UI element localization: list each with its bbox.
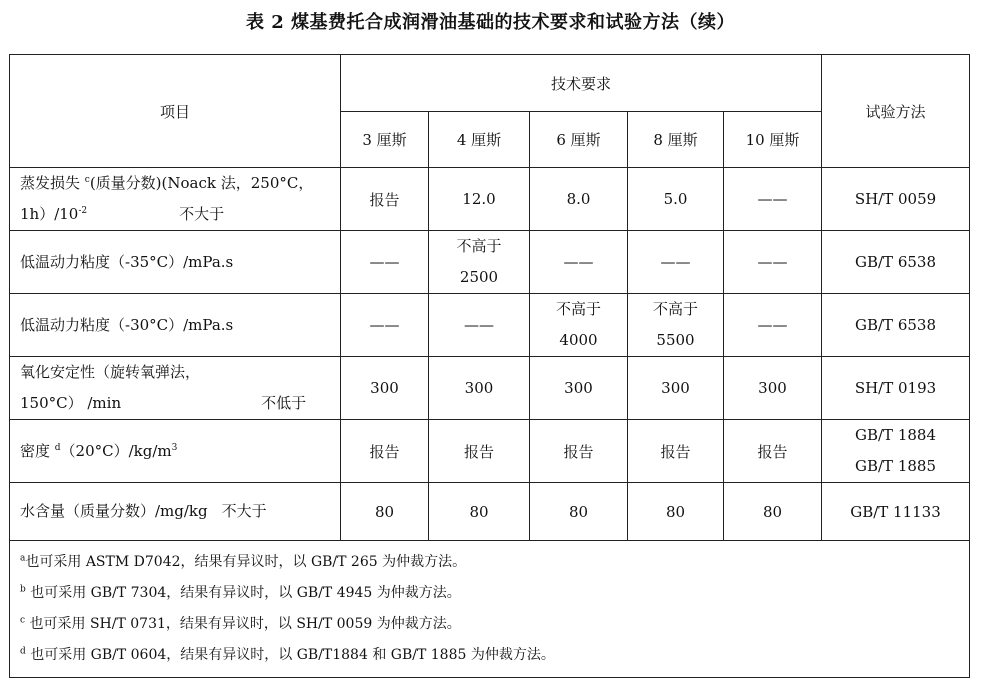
cell-value: 5.0: [628, 168, 724, 231]
item-water-content: 水含量（质量分数）/mg/kg 不大于: [10, 483, 341, 541]
cell-value: ——: [724, 294, 822, 357]
footnote-b: $^b$ 也可采用 GB/T 7304，结果有异议时，以 GB/T 4945 为仲裁方法。: [20, 584, 461, 601]
cell-value: ——: [530, 231, 628, 294]
cell-value: ——: [341, 231, 429, 294]
item-oxidation-stability: 氧化安定性（旋转氧弹法， 150°C） /min 不低于: [10, 357, 341, 420]
table-row: [10, 168, 970, 231]
cell-value: 报告: [628, 420, 724, 483]
header-method: 试验方法: [822, 55, 970, 168]
cell-value: 80: [724, 483, 822, 541]
footnotes-row: [10, 541, 970, 678]
footnote-d: $^d$ 也可采用 GB/T 0604，结果有异议时，以 GB/T1884 和 GB/T 1885 为仲裁方法。: [20, 646, 555, 663]
grade-3cst: 3 厘斯: [341, 112, 429, 168]
cell-value: 报告: [530, 420, 628, 483]
table-row: [10, 231, 970, 294]
item-density: 密度 $^d(20^\circ C)/kg/m^3$: [10, 420, 341, 483]
cell-value: ——: [724, 231, 822, 294]
cell-method: GB/T 6538: [822, 294, 970, 357]
item-evaporation-loss: 蒸发损失 $^c$(质量分数)(Noack 法，250°C， $1h)/10^{-2}$ 不大于: [10, 168, 341, 231]
cell-value: 报告: [724, 420, 822, 483]
cell-method: SH/T 0059: [822, 168, 970, 231]
table-row: [10, 420, 970, 483]
cell-value: 80: [530, 483, 628, 541]
spec-table: [9, 54, 970, 678]
cell-value: 80: [341, 483, 429, 541]
table-row: [10, 357, 970, 420]
cell-value: ——: [628, 231, 724, 294]
cell-value: 300: [429, 357, 530, 420]
cell-value: 300: [628, 357, 724, 420]
cell-value: 300: [724, 357, 822, 420]
item-cold-viscosity-30: 低温动力粘度（-30°C）/mPa.s: [10, 294, 341, 357]
grade-8cst: 8 厘斯: [628, 112, 724, 168]
cell-method: GB/T 1884 GB/T 1885: [822, 420, 970, 483]
header-tech-requirements: 技术要求: [341, 55, 822, 112]
grade-10cst: 10 厘斯: [724, 112, 822, 168]
table-row: [10, 483, 970, 541]
grade-6cst: 6 厘斯: [530, 112, 628, 168]
cell-value: 8.0: [530, 168, 628, 231]
cell-value: 80: [628, 483, 724, 541]
item-cold-viscosity-35: 低温动力粘度（-35°C）/mPa.s: [10, 231, 341, 294]
cell-value: 不高于 2500: [429, 231, 530, 294]
table-row: [10, 294, 970, 357]
cell-value: ——: [724, 168, 822, 231]
cell-value: 报告: [429, 420, 530, 483]
cell-value: 不高于 4000: [530, 294, 628, 357]
cell-value: 300: [341, 357, 429, 420]
cell-value: ——: [341, 294, 429, 357]
footnote-a: $^a$也可采用 ASTM D7042，结果有异议时，以 GB/T 265 为仲裁方法。: [20, 553, 467, 570]
cell-value: 报告: [341, 420, 429, 483]
header-item: 项目: [10, 55, 341, 168]
header-row-1: [10, 55, 970, 112]
footnote-c: $^c$ 也可采用 SH/T 0731，结果有异议时，以 SH/T 0059 为仲裁方法。: [20, 615, 461, 632]
cell-value: 不高于 5500: [628, 294, 724, 357]
cell-value: 报告: [341, 168, 429, 231]
footnotes: [10, 541, 970, 678]
cell-value: 80: [429, 483, 530, 541]
cell-method: GB/T 6538: [822, 231, 970, 294]
grade-4cst: 4 厘斯: [429, 112, 530, 168]
cell-value: 12.0: [429, 168, 530, 231]
cell-method: GB/T 11133: [822, 483, 970, 541]
cell-value: 300: [530, 357, 628, 420]
table-title: 表 2 煤基费托合成润滑油基础的技术要求和试验方法（续）: [245, 12, 736, 33]
cell-value: ——: [429, 294, 530, 357]
cell-method: SH/T 0193: [822, 357, 970, 420]
